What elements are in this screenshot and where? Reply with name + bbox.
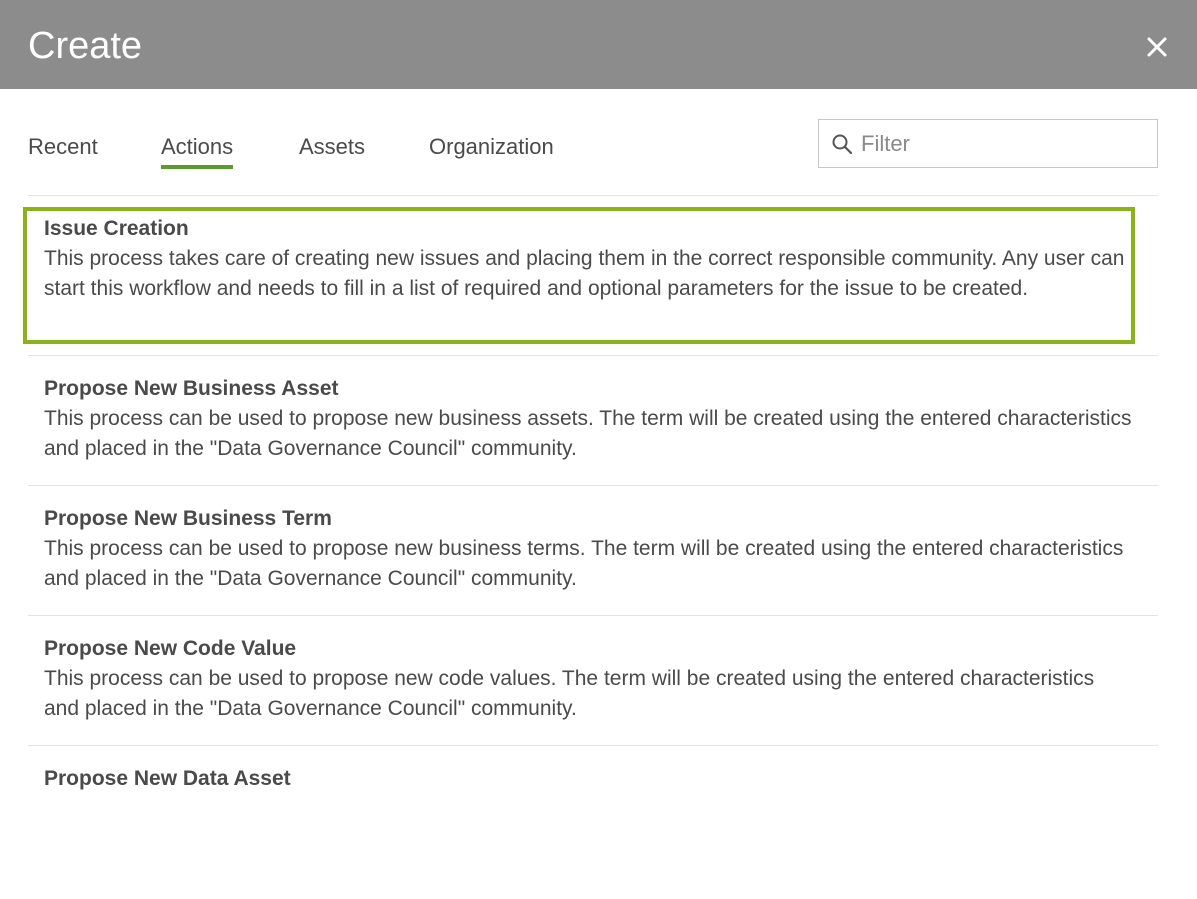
list-item-propose-new-business-term[interactable]	[44, 504, 1134, 594]
tab-recent[interactable]	[28, 132, 98, 162]
close-button[interactable]	[1140, 30, 1174, 64]
item-title: Issue Creation	[44, 217, 189, 240]
item-description: This process takes care of creating new issues and placing them in the correct responsible community. Any user can start this workflow and needs to fill in a list of required and optional parameters for the issue to be created.	[44, 247, 1125, 300]
list-item-propose-new-business-asset[interactable]	[44, 374, 1134, 464]
tab-label: Recent	[28, 134, 98, 159]
item-title: Propose New Business Term	[44, 507, 332, 530]
divider	[28, 355, 1158, 356]
dialog-header	[0, 0, 1197, 89]
active-tab-indicator	[161, 165, 233, 169]
divider	[28, 745, 1158, 746]
item-description: This process can be used to propose new code values. The term will be created using the entered characteristics and placed in the "Data Governance Council" community.	[44, 667, 1095, 720]
list-item-propose-new-code-value[interactable]	[44, 634, 1134, 724]
tab-assets[interactable]	[299, 132, 365, 162]
item-title: Propose New Data Asset	[44, 767, 291, 790]
divider	[28, 485, 1158, 486]
tab-organization[interactable]	[429, 132, 554, 162]
close-icon	[1140, 30, 1174, 64]
tab-label: Organization	[429, 134, 554, 159]
divider	[28, 615, 1158, 616]
tab-actions[interactable]	[161, 132, 233, 162]
search-icon	[831, 133, 853, 155]
tab-label: Actions	[161, 134, 234, 159]
list-item-propose-new-data-asset[interactable]	[44, 764, 1134, 794]
filter-box[interactable]	[818, 119, 1158, 168]
tab-label: Assets	[299, 134, 366, 159]
dialog-title: Create	[28, 25, 143, 67]
list-item-issue-creation[interactable]	[44, 214, 1134, 304]
item-description: This process can be used to propose new business assets. The term will be created using the entered characteristics and placed in the "Data Governance Council" community.	[44, 407, 1132, 460]
divider	[28, 195, 1158, 196]
item-description: This process can be used to propose new business terms. The term will be created using the entered characteristics and placed in the "Data Governance Council" community.	[44, 537, 1124, 590]
item-title: Propose New Code Value	[44, 637, 297, 660]
item-title: Propose New Business Asset	[44, 377, 339, 400]
filter-input[interactable]	[861, 126, 1151, 162]
